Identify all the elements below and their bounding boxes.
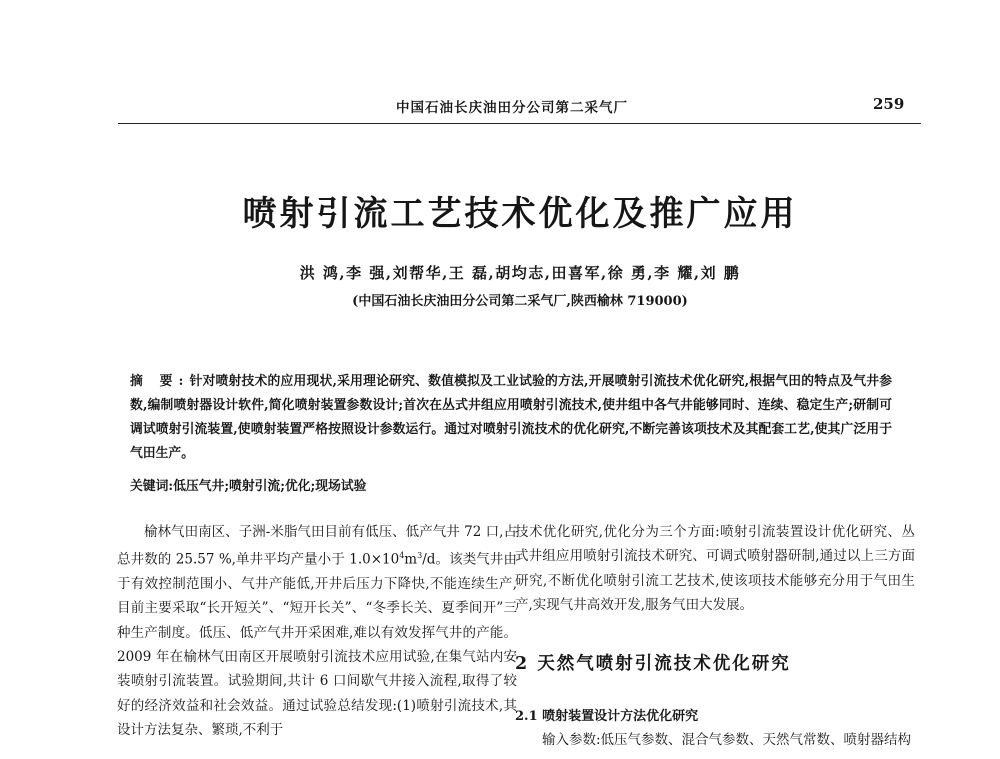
keywords-label: 关键词: bbox=[130, 479, 174, 494]
body-right-column: 技术优化研究,优化分为三个方面:喷射引流装置设计优化研究、丛式井组应用喷射引流技术研究、可调式喷射器研制,通过以上三方面研究,不断优化喷射引流工艺技术,使该项技术能够充分用于气田生产,实现气井高效开发,服务气田大发展。 bbox=[515, 524, 915, 613]
keywords-text: 低压气井;喷射引流;优化;现场试验 bbox=[173, 479, 367, 494]
running-header-journal: 中国石油长庆油田分公司第二采气厂 bbox=[396, 100, 628, 116]
abstract-label: 摘 要: bbox=[130, 374, 190, 389]
author-affiliation: (中国石油长庆油田分公司第二采气厂,陕西榆林 719000) bbox=[352, 294, 688, 309]
left-paragraph-part1: 榆林气田南区、子洲-米脂气田目前有低压、低产气井 72 口,占总井数的 25.57 %,单井平均产量小于 1.0×10 bbox=[117, 524, 517, 568]
abstract-text: 针对喷射技术的应用现状,采用理论研究、数值模拟及工业试验的方法,开展喷射引流技术优化研究,根据气田的特点及气井参数,编制喷射器设计软件,简化喷射装置参数设计;首次在丛式井组应用喷射引流技术,使井组中各气井能够同时、连续、稳定生产;研制可调试喷射引流装置,使喷射装置严格按照设计参数运行。通过对喷射引流技术的优化研究,不断完善该项技术及其配套工艺,使其广泛用于气田生产。 bbox=[130, 374, 892, 461]
header-divider bbox=[118, 123, 921, 124]
right-column-continuation: 输入参数:低压气参数、混合气参数、天然气常数、喷射器结构 bbox=[542, 732, 912, 748]
left-unit-m: m bbox=[404, 551, 418, 568]
left-superscript-4: 4 bbox=[399, 551, 405, 561]
section-heading: 2 天然气喷射引流技术优化研究 bbox=[515, 654, 791, 674]
keywords bbox=[130, 475, 892, 494]
page-number: 259 bbox=[873, 95, 905, 113]
left-paragraph-part2: /d。该类气井由于有效控制范围小、气井产能低,开井后压力下降快,不能连续生产,目前主要采取“长开短关”、“短开长关”、“冬季长关、夏季间开”三种生产制度。低压、低产气井开采困难,难以有效发挥气井的产能。2009 年在榆林气田南区开展喷射引流技术应用试验,在集气站内安装喷射引流装置。试验期间,共计 6 口间歇气井接入流程,取得了较好的经济效益和社会效益。通过试验总结发现:(1)喷射引流技术,其设计方法复杂、繁琐,不利于 bbox=[117, 551, 517, 738]
author-list: 洪 鸿,李 强,刘帮华,王 磊,胡均志,田喜军,徐 勇,李 耀,刘 鹏 bbox=[299, 264, 741, 282]
abstract bbox=[130, 370, 892, 466]
subsection-heading: 2.1 喷射装置设计方法优化研究 bbox=[515, 709, 699, 724]
article-title: 喷射引流工艺技术优化及推广应用 bbox=[242, 194, 798, 234]
left-superscript-3: 3 bbox=[417, 551, 423, 561]
body-left-column bbox=[117, 520, 517, 742]
